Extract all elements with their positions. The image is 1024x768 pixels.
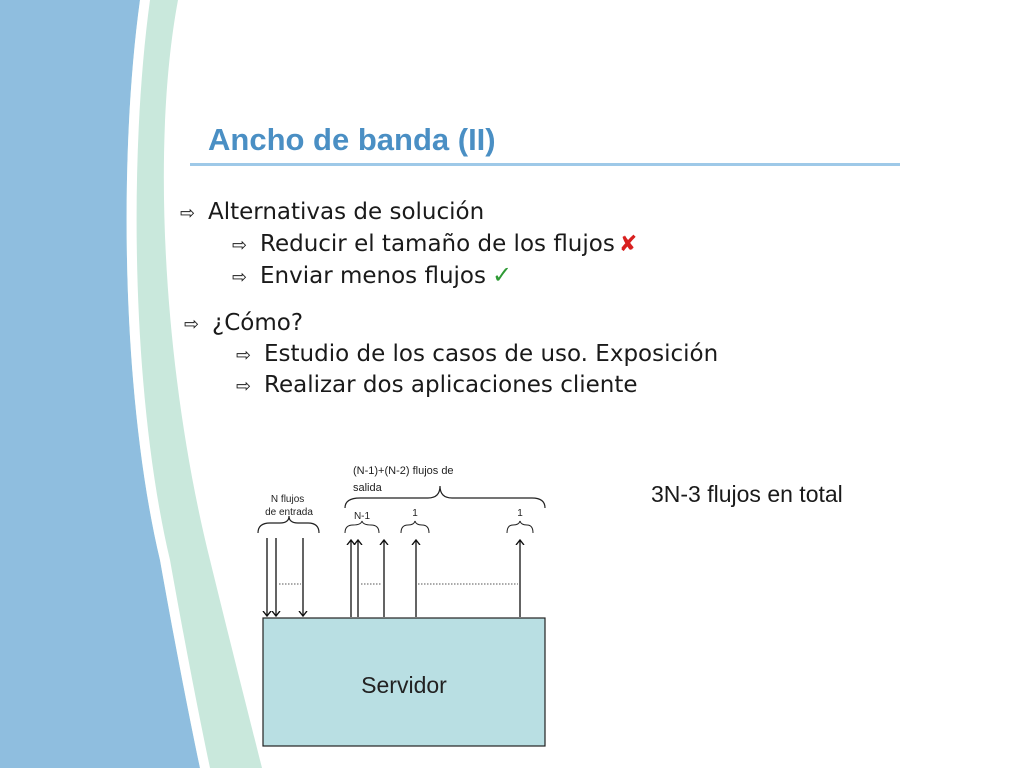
arrow-bullet-icon: ⇨ <box>180 203 196 224</box>
sub-brace-one-b <box>507 521 533 533</box>
bullet-text: ¿Cómo? <box>212 310 304 336</box>
check-mark-icon: ✓ <box>491 261 513 289</box>
total-flows-label: 3N-3 flujos en total <box>651 481 843 507</box>
outgoing-label-line1: (N-1)+(N-2) flujos de <box>353 465 454 477</box>
bullet-text: Realizar dos aplicaciones cliente <box>264 372 638 398</box>
bullet-text: Alternativas de solución <box>208 199 485 225</box>
incoming-label-line1: N flujos <box>270 494 305 505</box>
count-one-a: 1 <box>412 508 418 519</box>
server-label: Servidor <box>361 672 447 698</box>
sub-brace-n-minus-1 <box>345 521 379 533</box>
incoming-label-line2: de entrada <box>265 507 313 518</box>
count-n-minus-1: N-1 <box>353 511 371 522</box>
sub-brace-one-a <box>401 521 429 533</box>
arrow-bullet-icon: ⇨ <box>236 376 252 397</box>
count-one-b: 1 <box>517 508 523 519</box>
cross-mark-icon: ✘ <box>618 232 638 257</box>
arrow-bullet-icon: ⇨ <box>184 314 200 335</box>
bullet-text: Enviar menos flujos <box>260 263 486 289</box>
outgoing-label-line2: salida <box>353 482 382 494</box>
slide-title: Ancho de banda (II) <box>208 122 496 157</box>
arrow-bullet-icon: ⇨ <box>232 267 248 288</box>
arrow-bullet-icon: ⇨ <box>236 345 252 366</box>
arrow-bullet-icon: ⇨ <box>232 235 248 256</box>
incoming-flows-label <box>265 494 313 518</box>
bullet-text: Estudio de los casos de uso. Exposición <box>264 341 719 367</box>
bullet-text: Reducir el tamaño de los flujos <box>260 231 615 257</box>
outgoing-flows-label <box>353 465 457 494</box>
incoming-brace <box>258 516 319 533</box>
